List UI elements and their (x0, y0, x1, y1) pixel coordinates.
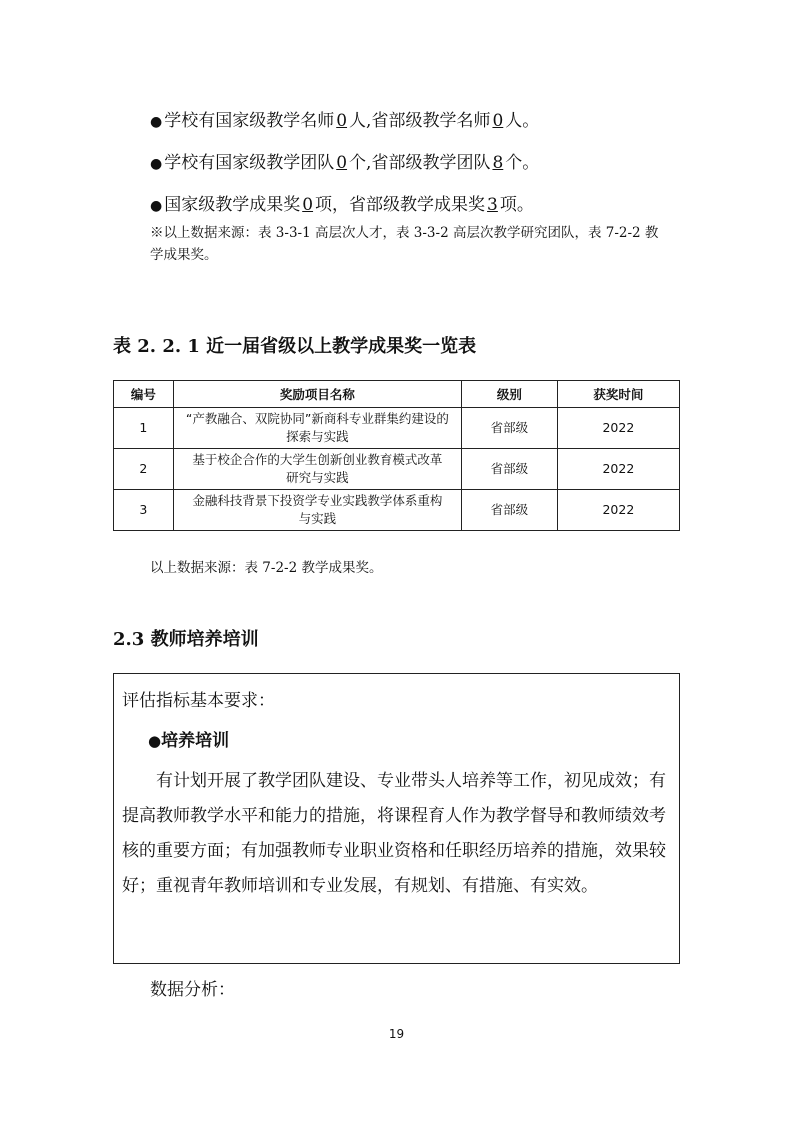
page-number: 19 (388, 1027, 405, 1041)
cell-year: 2022 (557, 408, 679, 449)
header-level: 级别 (462, 381, 558, 408)
stat-value: 0 (302, 195, 314, 215)
requirements-title: 评估指标基本要求： (122, 691, 275, 711)
header-award-time: 获奖时间 (557, 381, 679, 408)
header-number: 编号 (114, 381, 174, 408)
cell-level: 省部级 (462, 449, 558, 490)
stat-value: 8 (492, 153, 504, 173)
requirements-body: 有计划开展了教学团队建设、专业带头人培养等工作，初见成效；有提高教师教学水平和能力的措施，将课程育人作为教学督导和教师绩效考核的重要方面；有加强教师专业职业资格和任职经历培养的措施，效果较好；重视青年教师培训和专业发展，有规划、有措施、有实效。 (122, 771, 666, 896)
table-row (114, 408, 680, 449)
cell-year: 2022 (557, 490, 679, 531)
cell-year: 2022 (557, 449, 679, 490)
bullet-icon: ● (150, 156, 163, 172)
table-row (114, 490, 680, 531)
stat-text: 人,省部级教学名师 (349, 111, 491, 131)
stat-text: 学校有国家级教学团队 (164, 153, 335, 173)
cell-number: 2 (114, 449, 174, 490)
data-source-note: ※以上数据来源：表 3-3-1 高层次人才，表 3-3-2 高层次教学研究团队，表 7-2-2 教学成果奖。 (150, 225, 659, 263)
stat-value: 0 (336, 153, 348, 173)
requirements-box (113, 673, 680, 964)
cell-level: 省部级 (462, 490, 558, 531)
stat-line-teams (150, 148, 539, 173)
stat-value: 3 (487, 195, 498, 215)
awards-table (113, 380, 680, 531)
stat-text: 学校有国家级教学名师 (164, 111, 335, 131)
stat-text: 项，省部级教学成果奖 (315, 195, 486, 215)
table-row (114, 449, 680, 490)
header-project-name: 奖励项目名称 (173, 381, 461, 408)
stat-text: 人。 (505, 111, 540, 131)
bullet-icon: ● (150, 198, 163, 214)
stat-text: 项。 (499, 195, 534, 215)
stat-value: 0 (492, 111, 504, 131)
bullet-icon: ● (148, 732, 162, 750)
requirements-subtitle: ●培养培训 (148, 731, 230, 751)
cell-project-name: “产教融合、双院协同”新商科专业群集约建设的 探索与实践 (173, 408, 461, 449)
table-source-note: 以上数据来源：表 7-2-2 教学成果奖。 (150, 560, 383, 576)
cell-project-name: 基于校企合作的大学生创新创业教育模式改革 研究与实践 (173, 449, 461, 490)
cell-number: 1 (114, 408, 174, 449)
cell-project-name: 金融科技背景下投资学专业实践教学体系重构 与实践 (173, 490, 461, 531)
bullet-icon: ● (150, 114, 163, 130)
stat-line-teachers (150, 106, 539, 131)
analysis-label: 数据分析： (150, 980, 235, 1000)
stat-line-awards (150, 190, 534, 215)
stat-value: 0 (336, 111, 348, 131)
cell-number: 3 (114, 490, 174, 531)
section-title: 2.3 教师培养培训 (113, 629, 259, 650)
stat-text: 个。 (505, 153, 540, 173)
cell-level: 省部级 (462, 408, 558, 449)
stat-text: 个,省部级教学团队 (349, 153, 491, 173)
stat-text: 国家级教学成果奖 (164, 195, 301, 215)
table-header-row (114, 381, 680, 408)
table-title: 表 2. 2. 1 近一届省级以上教学成果奖一览表 (113, 336, 477, 357)
